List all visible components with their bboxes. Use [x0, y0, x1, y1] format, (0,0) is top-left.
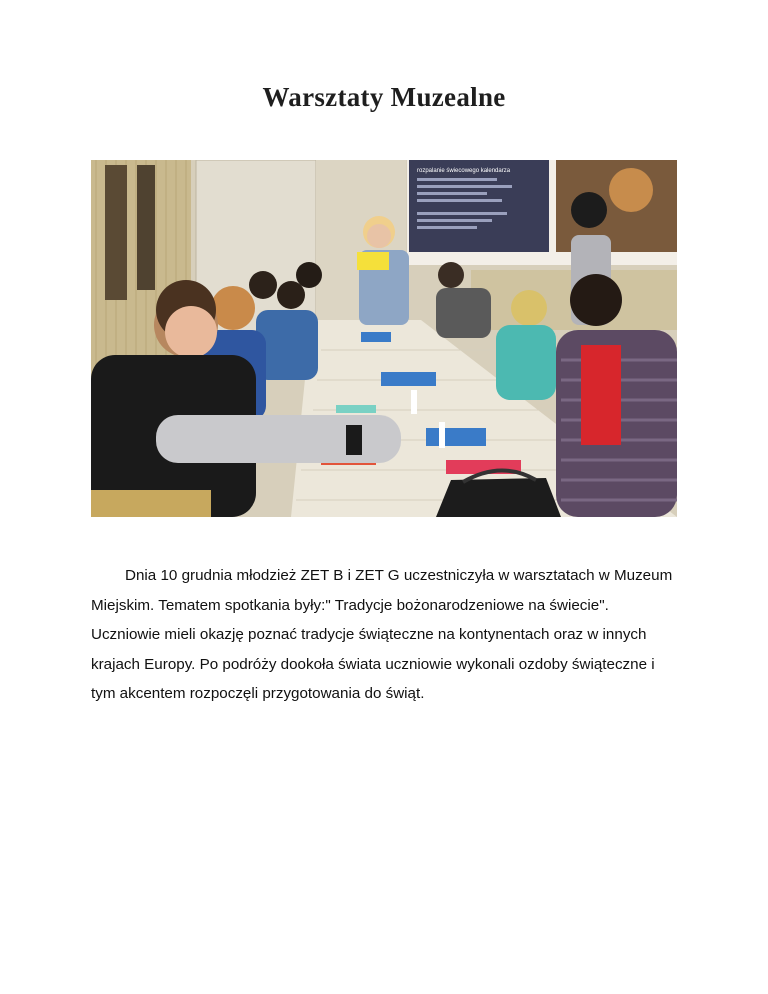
screen-heading: rozpalanie świecowego kalendarza	[417, 168, 511, 174]
workshop-photo	[91, 160, 677, 517]
document-body	[91, 561, 681, 709]
body-paragraph: Dnia 10 grudnia młodzież ZET B i ZET G uczestniczyła w warsztatach w Muzeum Miejskim. Tematem spotkania były:" Tradycje bożonarodzeniowe na świecie". Uczniowie mieli okazję poznać tradycje świąteczne na kontynentach oraz w innych krajach Europy. Po podróży dookoła świata uczniowie wykonali ozdoby świąteczne i tym akcentem rozpoczęli przygotowania do świąt.	[91, 567, 673, 702]
document-title: Warsztaty Muzealne	[262, 82, 506, 112]
